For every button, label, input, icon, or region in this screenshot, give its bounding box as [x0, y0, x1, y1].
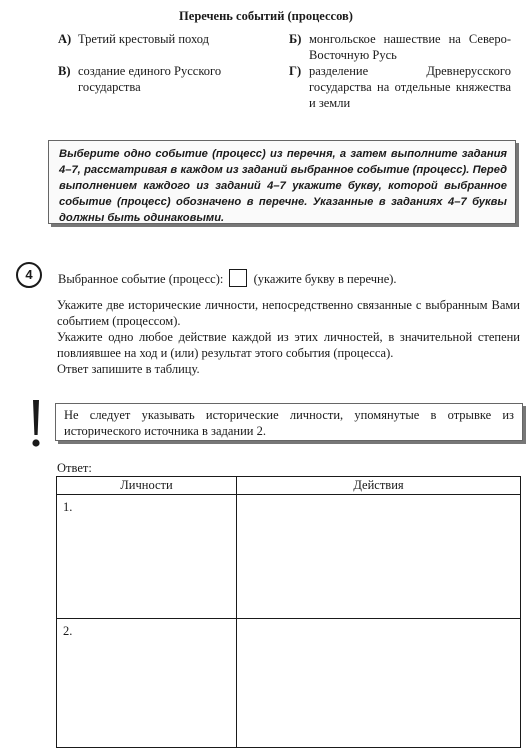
event-g — [289, 63, 511, 111]
event-text: монгольское нашествие на Северо-Восточную Русь — [309, 32, 511, 62]
event-text: Третий крестовый поход — [78, 32, 209, 46]
event-text: создание единого Русского государства — [78, 64, 222, 94]
exclamation-icon — [30, 399, 42, 449]
event-b — [289, 31, 511, 63]
column-header-persons: Личности — [57, 477, 237, 495]
event-letter: Г) — [289, 64, 302, 78]
chosen-event-input-box[interactable] — [229, 269, 247, 287]
event-letter: В) — [58, 64, 71, 78]
table-row — [57, 495, 521, 619]
page-title: Перечень событий (процессов) — [179, 9, 353, 23]
task-paragraph-3: Ответ запишите в таблицу. — [57, 362, 200, 376]
table-row — [57, 619, 521, 748]
task-number-badge: 4 — [16, 262, 42, 288]
answer-label: Ответ: — [57, 461, 92, 475]
event-letter: А) — [58, 32, 72, 46]
person-cell-2[interactable]: 2. — [57, 619, 237, 748]
warning-note: Не следует указывать исторические личности, упомянутые в отрывке из исторического источника в задании 2. — [55, 403, 523, 441]
task-paragraph-1: Укажите две исторические личности, непосредственно связанные с выбранным Вами событием (процессом). — [57, 298, 520, 328]
instruction-box: Выберите одно событие (процесс) из перечня, а затем выполните задания 4–7, рассматривая в каждом из заданий выбранное событие (процесс). Перед выполнением каждого из заданий 4–7 укажите букву, которой выбранное событие (процесс) обозначено в перечне. Указанные в заданиях 4–7 буквы должны быть одинаковыми. — [48, 140, 516, 224]
chosen-event-suffix: (укажите букву в перечне). — [253, 272, 397, 286]
column-header-actions: Действия — [237, 477, 521, 495]
event-a — [58, 31, 278, 47]
chosen-event-prefix: Выбранное событие (процесс): — [58, 272, 224, 286]
answer-table — [56, 476, 521, 748]
task-text — [57, 297, 520, 377]
person-cell-1[interactable]: 1. — [57, 495, 237, 619]
action-cell-1[interactable] — [237, 495, 521, 619]
table-header-row — [57, 477, 521, 495]
action-cell-2[interactable] — [237, 619, 521, 748]
task-paragraph-2: Укажите одно любое действие каждой из этих личностей, в значительной степени повлиявшее на ход и (или) результат этого события (процесса). — [57, 330, 520, 360]
chosen-event-line — [58, 269, 397, 287]
event-letter: Б) — [289, 32, 302, 46]
event-v — [58, 63, 263, 95]
event-text: разделение Древнерусского государства на отдельные княжества и земли — [309, 64, 511, 110]
